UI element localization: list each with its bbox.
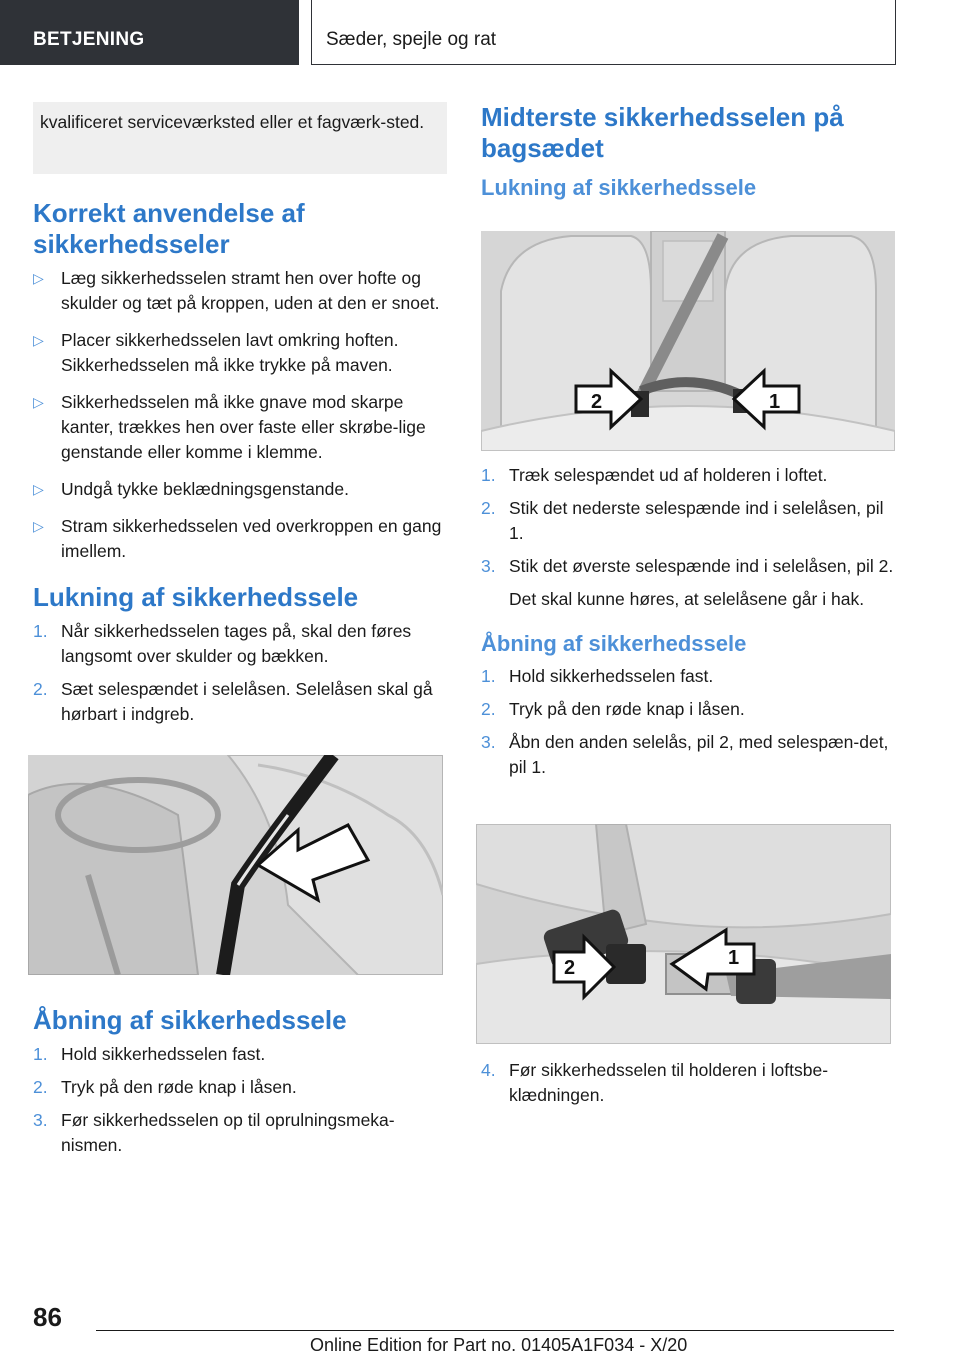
list-item: 3. Åbn den anden selelås, pil 2, med selespæn-det, pil 1. [481, 732, 889, 777]
subheading-close-belt: Lukning af sikkerhedssele [481, 175, 757, 200]
chapter-title: Sæder, spejle og rat [311, 0, 896, 65]
right-column [481, 102, 895, 208]
page-number: 86 [33, 1302, 62, 1332]
list-item: ▷ Placer sikkerhedsselen lavt omkring hoften. Sikkerhedsselen må ikke trykke på maven. [33, 330, 399, 375]
final-step-list [481, 1058, 895, 1108]
list-item: ▷ Undgå tykke beklædningsgenstande. [33, 477, 447, 502]
close-note: Det skal kunne høres, at selelåsene går i hak. [509, 589, 865, 609]
arrow-label-1: 1 [769, 391, 781, 413]
section-tab: BETJENING [0, 0, 299, 65]
arrow-label-2: 2 [591, 391, 603, 413]
list-item: 3. Stik det øverste selespænde ind i selelåsen, pil 2. [481, 556, 894, 576]
list-item: ▷ Læg sikkerhedsselen stramt hen over hofte og skulder og tæt på kroppen, uden at den er snoet. [33, 268, 440, 313]
list-item: 4. Før sikkerhedsselen til holderen i loftsbe-klædningen. [481, 1060, 829, 1105]
figure-rear-middle-belt [481, 231, 895, 451]
left-column [33, 102, 447, 735]
triangle-bullet-icon: ▷ [33, 518, 44, 534]
list-item: 3. Før sikkerhedsselen op til oprulningsmeka-nismen. [33, 1110, 395, 1155]
list-item: 2. Tryk på den røde knap i låsen. [481, 699, 745, 719]
list-item: 2. Sæt selespændet i selelåsen. Selelåsen skal gå hørbart i indgreb. [33, 679, 433, 724]
close-belt-list [33, 619, 447, 727]
footer-edition: Online Edition for Part no. 01405A1F034 - X/20 [310, 1335, 688, 1355]
heading-correct-use: Korrekt anvendelse af sikkerhedsseler [33, 198, 305, 259]
arrow-label-2: 2 [564, 957, 576, 979]
list-item: 1. Hold sikkerhedsselen fast. [33, 1044, 266, 1064]
footer-divider [96, 1330, 894, 1331]
heading-middle-belt: Midterste sikkerhedsselen på bagsædet [481, 102, 844, 163]
right-close-section [481, 463, 895, 788]
open-belt-list [33, 1042, 447, 1158]
right-final-section [481, 1058, 895, 1116]
note-box: kvalificeret serviceværksted eller et fagværk-sted. [33, 102, 447, 174]
list-item: ▷ Sikkerhedsselen må ikke gnave mod skarpe kanter, trækkes hen over faste eller skrøbe-lige genstande eller komme i klemme. [33, 392, 426, 462]
buckle-illustration [476, 824, 891, 1044]
heading-open-belt: Åbning af sikkerhedssele [33, 1005, 347, 1035]
seat-illustration [28, 755, 443, 975]
list-item: 2. Stik det nederste selespænde ind i selelåsen, pil 1. [481, 498, 884, 543]
rear-close-list [481, 463, 895, 579]
subheading-open-belt: Åbning af sikkerhedssele [481, 631, 747, 656]
figure-front-seat-belt [28, 755, 443, 975]
rear-seat-illustration [481, 231, 895, 451]
list-item: 1. Hold sikkerhedsselen fast. [481, 666, 714, 686]
arrow-label-1: 1 [728, 947, 740, 969]
triangle-bullet-icon: ▷ [33, 481, 44, 497]
list-item: 1. Når sikkerhedsselen tages på, skal den føres langsomt over skulder og bækken. [33, 621, 412, 666]
figure-buckle-release [476, 824, 891, 1044]
heading-close-belt: Lukning af sikkerhedssele [33, 582, 359, 612]
triangle-bullet-icon: ▷ [33, 394, 44, 410]
list-item: 2. Tryk på den røde knap i låsen. [33, 1077, 297, 1097]
list-item: ▷ Stram sikkerhedsselen ved overkroppen en gang imellem. [33, 516, 442, 561]
triangle-bullet-icon: ▷ [33, 332, 44, 348]
correct-use-list [33, 266, 447, 564]
list-item: 1. Træk selespændet ud af holderen i loftet. [481, 465, 828, 485]
left-open-section [33, 1005, 447, 1166]
triangle-bullet-icon: ▷ [33, 270, 44, 286]
rear-open-list [481, 664, 895, 780]
